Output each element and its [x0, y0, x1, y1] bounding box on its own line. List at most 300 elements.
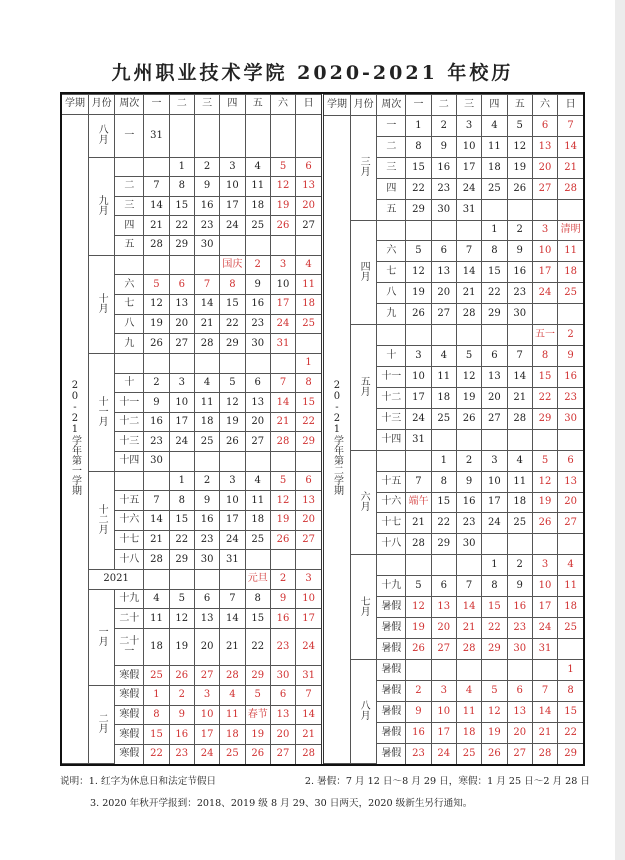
week-number: 五	[377, 199, 406, 220]
day-cell: 15	[406, 157, 431, 178]
day-cell: 20	[245, 412, 270, 432]
day-cell: 10	[220, 491, 245, 511]
day-cell: 8	[482, 576, 507, 597]
day-cell: 27	[169, 334, 194, 354]
day-cell: 24	[194, 744, 219, 763]
day-cell: 15	[296, 393, 321, 413]
day-cell: 29	[245, 666, 270, 686]
day-cell: 25	[456, 743, 481, 763]
month-label	[88, 686, 114, 764]
note-1: 说明：1. 红字为休息日和法定节假日	[60, 776, 217, 787]
col-header: 一	[406, 95, 431, 116]
month-label	[88, 114, 114, 157]
day-cell: 7	[406, 471, 431, 492]
week-number: 一	[115, 114, 144, 157]
day-cell: 18	[431, 387, 456, 408]
day-cell	[532, 429, 557, 450]
day-cell: 22	[245, 628, 270, 666]
month-label	[350, 555, 376, 660]
day-cell: 18	[456, 722, 481, 743]
day-cell	[245, 236, 270, 256]
day-cell	[558, 534, 583, 555]
day-cell: 20	[431, 618, 456, 639]
semester-label	[62, 114, 88, 763]
week-row	[324, 115, 583, 136]
day-cell	[558, 638, 583, 659]
day-cell: 6	[482, 346, 507, 367]
col-header: 周次	[377, 95, 406, 116]
week-row	[62, 686, 321, 706]
day-cell: 6	[532, 115, 557, 136]
day-cell	[406, 325, 431, 346]
day-cell: 10	[270, 275, 295, 295]
month-label	[88, 255, 114, 353]
day-cell	[270, 236, 295, 256]
day-cell: 5	[220, 373, 245, 393]
day-cell: 1	[169, 157, 194, 177]
week-number: 十八	[115, 550, 144, 570]
day-cell: 28	[456, 638, 481, 659]
week-number: 十八	[377, 534, 406, 555]
day-cell: 26	[406, 304, 431, 325]
day-cell: 14	[220, 609, 245, 629]
day-cell: 23	[507, 283, 532, 304]
day-cell: 1	[431, 450, 456, 471]
day-cell: 3	[532, 555, 557, 576]
day-cell	[296, 452, 321, 472]
day-cell	[270, 114, 295, 157]
day-cell: 3	[220, 471, 245, 491]
day-cell: 16	[194, 511, 219, 531]
day-cell: 21	[507, 387, 532, 408]
header-row	[62, 95, 321, 115]
week-number: 暑假	[377, 743, 406, 763]
week-number: 暑假	[377, 659, 406, 680]
day-cell: 13	[296, 177, 321, 197]
day-cell: 7	[558, 115, 583, 136]
day-cell: 17	[456, 157, 481, 178]
day-cell: 25	[558, 283, 583, 304]
day-cell: 15	[245, 609, 270, 629]
day-cell: 4	[558, 555, 583, 576]
day-cell: 10	[482, 471, 507, 492]
day-cell: 26	[507, 178, 532, 199]
day-cell: 22	[482, 283, 507, 304]
day-cell	[194, 255, 219, 275]
day-cell: 12	[482, 701, 507, 722]
day-cell: 17	[194, 725, 219, 745]
day-cell: 11	[144, 609, 169, 629]
day-cell: 19	[144, 314, 169, 334]
note-3: 3. 2020 年秋开学报到：2018、2019 级 8 月 29、30 日两天，2020 级新生另行通知。	[90, 798, 473, 809]
day-cell: 8	[532, 346, 557, 367]
day-cell	[558, 304, 583, 325]
day-cell: 28	[296, 744, 321, 763]
day-cell: 28	[507, 408, 532, 429]
day-cell: 23	[456, 513, 481, 534]
day-cell: 31	[456, 199, 481, 220]
day-cell: 25	[194, 432, 219, 452]
week-number: 八	[115, 314, 144, 334]
day-cell: 6	[431, 576, 456, 597]
day-cell: 7	[270, 373, 295, 393]
day-cell: 15	[482, 262, 507, 283]
day-cell: 4	[245, 157, 270, 177]
day-cell: 25	[296, 314, 321, 334]
day-cell: 27	[194, 666, 219, 686]
day-cell: 4	[296, 255, 321, 275]
day-cell: 13	[245, 393, 270, 413]
day-cell: 24	[169, 432, 194, 452]
week-number: 十二	[115, 412, 144, 432]
school-calendar	[60, 92, 585, 766]
day-cell: 12	[270, 491, 295, 511]
week-number: 十五	[115, 491, 144, 511]
day-cell: 21	[296, 725, 321, 745]
day-cell: 28	[194, 334, 219, 354]
day-cell	[220, 114, 245, 157]
day-cell: 4	[194, 373, 219, 393]
day-cell: 8	[169, 177, 194, 197]
day-cell	[431, 325, 456, 346]
month-label-text: 一月	[96, 625, 108, 646]
day-cell: 29	[169, 550, 194, 570]
day-cell: 3	[532, 220, 557, 241]
day-cell: 29	[431, 534, 456, 555]
day-cell: 17	[169, 412, 194, 432]
day-cell: 8	[245, 589, 270, 609]
day-cell	[270, 550, 295, 570]
day-cell: 3	[296, 569, 321, 589]
day-cell: 1	[482, 220, 507, 241]
day-cell: 11	[194, 393, 219, 413]
week-row	[324, 325, 583, 346]
week-number: 十二	[377, 387, 406, 408]
day-cell: 6	[431, 241, 456, 262]
day-cell: 22	[169, 530, 194, 550]
day-cell: 2	[194, 157, 219, 177]
day-cell: 22	[482, 618, 507, 639]
day-cell: 4	[456, 680, 481, 701]
day-cell	[456, 555, 481, 576]
week-number: 七	[377, 262, 406, 283]
day-cell: 11	[296, 275, 321, 295]
day-cell: 27	[507, 743, 532, 763]
day-cell: 19	[270, 196, 295, 216]
day-cell: 8	[144, 705, 169, 725]
day-cell: 20	[532, 157, 557, 178]
day-cell	[194, 452, 219, 472]
day-cell	[144, 471, 169, 491]
week-number: 十五	[377, 471, 406, 492]
day-cell: 26	[220, 432, 245, 452]
day-cell: 29	[296, 432, 321, 452]
day-cell: 15	[431, 492, 456, 513]
week-number: 十六	[115, 511, 144, 531]
day-cell: 25	[220, 744, 245, 763]
day-cell	[296, 334, 321, 354]
day-cell: 4	[431, 346, 456, 367]
day-cell: 28	[532, 743, 557, 763]
col-header: 二	[169, 95, 194, 115]
col-header: 四	[482, 95, 507, 116]
day-cell: 23	[431, 178, 456, 199]
week-number: 暑假	[377, 722, 406, 743]
day-cell: 国庆	[220, 255, 245, 275]
day-cell: 5	[456, 346, 481, 367]
day-cell: 10	[532, 241, 557, 262]
month-label-text: 二月	[96, 713, 108, 733]
day-cell	[245, 353, 270, 373]
day-cell: 21	[270, 412, 295, 432]
week-number: 寒假	[115, 705, 144, 725]
week-number: 四	[377, 178, 406, 199]
day-cell: 27	[431, 638, 456, 659]
day-cell: 26	[482, 743, 507, 763]
day-cell: 12	[144, 294, 169, 314]
day-cell: 19	[456, 387, 481, 408]
day-cell: 24	[532, 618, 557, 639]
week-number: 寒假	[115, 686, 144, 706]
day-cell: 12	[532, 471, 557, 492]
day-cell	[406, 555, 431, 576]
month-label-text: 五月	[358, 375, 370, 396]
day-cell: 端午	[406, 492, 431, 513]
day-cell: 1	[296, 353, 321, 373]
day-cell: 29	[482, 638, 507, 659]
day-cell: 21	[456, 618, 481, 639]
day-cell: 2	[245, 255, 270, 275]
day-cell: 4	[507, 450, 532, 471]
first-semester-panel	[62, 94, 324, 764]
day-cell: 11	[245, 491, 270, 511]
day-cell: 21	[532, 722, 557, 743]
page-title: 九州职业技术学院 2020-2021 年校历	[111, 62, 514, 84]
day-cell: 清明	[558, 220, 583, 241]
page-edge	[615, 0, 625, 860]
week-number: 一	[377, 115, 406, 136]
day-cell: 12	[270, 177, 295, 197]
week-number: 四	[115, 216, 144, 236]
first-semester-table	[62, 94, 321, 764]
day-cell: 16	[456, 492, 481, 513]
day-cell: 24	[456, 178, 481, 199]
day-cell: 3	[194, 686, 219, 706]
week-number	[115, 255, 144, 275]
week-number	[115, 157, 144, 177]
semester-label-text: 20-21学年第一学期	[69, 379, 81, 495]
day-cell: 31	[296, 666, 321, 686]
week-number: 寒假	[115, 666, 144, 686]
day-cell: 19	[532, 492, 557, 513]
day-cell	[144, 157, 169, 177]
week-number: 十六	[377, 492, 406, 513]
day-cell: 27	[296, 216, 321, 236]
day-cell: 14	[456, 597, 481, 618]
day-cell: 30	[558, 408, 583, 429]
day-cell: 13	[296, 491, 321, 511]
day-cell: 14	[558, 136, 583, 157]
day-cell: 6	[169, 275, 194, 295]
day-cell: 17	[296, 609, 321, 629]
week-number: 六	[115, 275, 144, 295]
day-cell: 18	[194, 412, 219, 432]
day-cell: 26	[532, 513, 557, 534]
day-cell: 19	[507, 157, 532, 178]
day-cell: 23	[194, 530, 219, 550]
day-cell: 15	[144, 725, 169, 745]
day-cell	[245, 550, 270, 570]
day-cell: 24	[220, 530, 245, 550]
day-cell: 23	[558, 387, 583, 408]
day-cell: 10	[220, 177, 245, 197]
day-cell: 7	[144, 177, 169, 197]
day-cell: 2	[431, 115, 456, 136]
day-cell: 11	[431, 366, 456, 387]
day-cell: 2	[406, 680, 431, 701]
week-number: 十四	[377, 429, 406, 450]
week-number	[377, 220, 406, 241]
day-cell: 春节	[245, 705, 270, 725]
day-cell	[169, 114, 194, 157]
month-label-text: 十二月	[96, 503, 108, 534]
day-cell: 27	[270, 744, 295, 763]
day-cell: 18	[558, 597, 583, 618]
day-cell: 5	[270, 471, 295, 491]
day-cell: 14	[532, 701, 557, 722]
day-cell: 21	[558, 157, 583, 178]
day-cell: 31	[270, 334, 295, 354]
col-header: 五	[507, 95, 532, 116]
day-cell: 9	[169, 705, 194, 725]
month-label-text: 九月	[96, 194, 108, 215]
day-cell: 5	[270, 157, 295, 177]
day-cell: 14	[144, 511, 169, 531]
day-cell: 20	[169, 314, 194, 334]
day-cell: 27	[532, 178, 557, 199]
week-row	[62, 471, 321, 491]
week-number: 九	[115, 334, 144, 354]
day-cell: 30	[507, 304, 532, 325]
week-number: 十三	[115, 432, 144, 452]
day-cell: 2	[456, 450, 481, 471]
day-cell: 15	[482, 597, 507, 618]
day-cell: 14	[144, 196, 169, 216]
day-cell: 18	[558, 262, 583, 283]
day-cell: 15	[220, 294, 245, 314]
day-cell: 17	[431, 722, 456, 743]
day-cell	[296, 236, 321, 256]
day-cell: 19	[245, 725, 270, 745]
day-cell: 8	[482, 241, 507, 262]
day-cell: 16	[194, 196, 219, 216]
week-number: 二	[377, 136, 406, 157]
day-cell: 10	[406, 366, 431, 387]
day-cell: 27	[296, 530, 321, 550]
day-cell: 2	[169, 686, 194, 706]
day-cell: 19	[406, 283, 431, 304]
week-number: 十	[115, 373, 144, 393]
day-cell: 20	[431, 283, 456, 304]
day-cell: 31	[406, 429, 431, 450]
day-cell: 25	[482, 178, 507, 199]
day-cell: 11	[456, 701, 481, 722]
day-cell: 7	[144, 491, 169, 511]
day-cell: 9	[558, 346, 583, 367]
day-cell	[532, 534, 557, 555]
day-cell: 8	[296, 373, 321, 393]
day-cell: 22	[558, 722, 583, 743]
day-cell: 28	[558, 178, 583, 199]
second-semester-table	[324, 94, 583, 764]
day-cell	[431, 220, 456, 241]
day-cell: 7	[296, 686, 321, 706]
day-cell	[169, 452, 194, 472]
day-cell: 16	[558, 366, 583, 387]
day-cell: 11	[558, 576, 583, 597]
day-cell	[507, 659, 532, 680]
day-cell	[532, 304, 557, 325]
day-cell	[220, 452, 245, 472]
day-cell: 五一	[532, 325, 557, 346]
day-cell: 18	[507, 492, 532, 513]
day-cell: 22	[220, 314, 245, 334]
week-number: 九	[377, 304, 406, 325]
semester-label	[324, 115, 350, 763]
month-label	[350, 325, 376, 451]
week-number	[377, 325, 406, 346]
col-header: 五	[245, 95, 270, 115]
day-cell: 17	[406, 387, 431, 408]
day-cell: 28	[270, 432, 295, 452]
day-cell: 13	[270, 705, 295, 725]
day-cell: 24	[296, 628, 321, 666]
day-cell: 24	[220, 216, 245, 236]
day-cell	[296, 550, 321, 570]
day-cell	[169, 569, 194, 589]
day-cell: 7	[194, 275, 219, 295]
day-cell: 1	[482, 555, 507, 576]
day-cell: 9	[194, 491, 219, 511]
month-label-text: 六月	[358, 490, 370, 511]
week-number: 八	[377, 283, 406, 304]
day-cell: 27	[245, 432, 270, 452]
day-cell: 11	[220, 705, 245, 725]
col-header: 四	[220, 95, 245, 115]
day-cell: 16	[406, 722, 431, 743]
day-cell: 11	[482, 136, 507, 157]
day-cell: 28	[144, 550, 169, 570]
day-cell: 24	[270, 314, 295, 334]
day-cell: 22	[431, 513, 456, 534]
day-cell: 20	[194, 628, 219, 666]
week-number: 五	[115, 236, 144, 256]
day-cell: 10	[456, 136, 481, 157]
day-cell: 17	[270, 294, 295, 314]
day-cell	[456, 429, 481, 450]
week-number: 三	[377, 157, 406, 178]
col-header: 月份	[350, 95, 376, 116]
week-number: 七	[115, 294, 144, 314]
week-number: 六	[377, 241, 406, 262]
day-cell: 26	[169, 666, 194, 686]
day-cell: 25	[245, 530, 270, 550]
col-header: 学期	[62, 95, 88, 115]
day-cell: 30	[456, 534, 481, 555]
day-cell	[406, 220, 431, 241]
day-cell: 20	[507, 722, 532, 743]
day-cell: 23	[169, 744, 194, 763]
